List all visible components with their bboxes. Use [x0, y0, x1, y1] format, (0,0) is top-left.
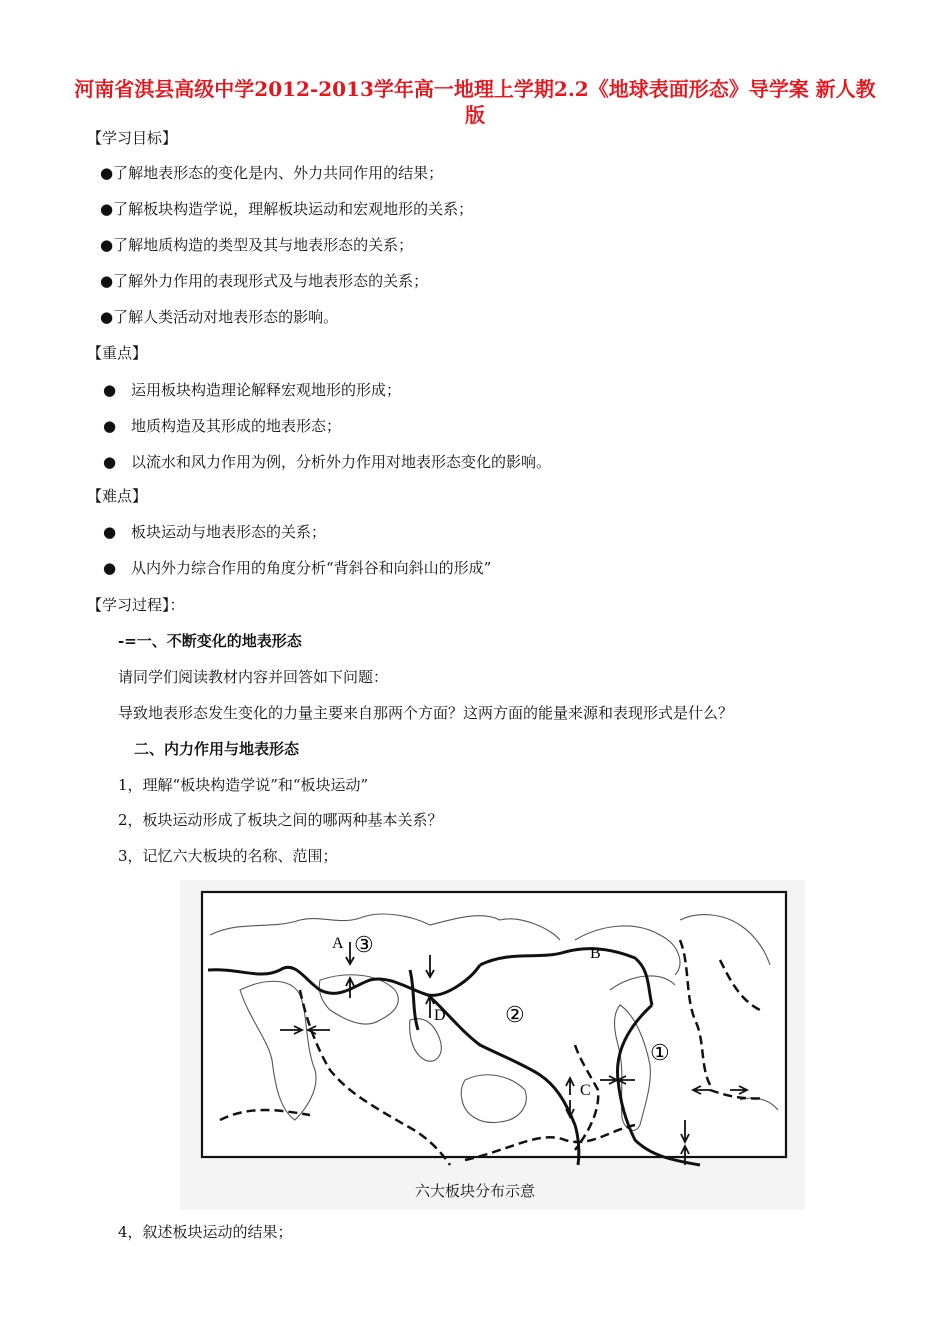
- document-title: 河南省淇县高级中学2012-2013学年高一地理上学期2.2《地球表面形态》导学案 新人教版: [74, 77, 876, 127]
- key-point-item: ● 运用板块构造理论解释宏观地形的形成；: [103, 381, 402, 399]
- objective-item: ●了解地表形态的变化是内、外力共同作用的结果；: [100, 164, 444, 182]
- key-points-heading: 【重点】: [87, 344, 148, 362]
- bullet-icon: ●: [103, 381, 117, 399]
- bullet-icon: ●: [100, 164, 114, 182]
- objective-item: ●了解外力作用的表现形式及与地表形态的关系；: [100, 272, 429, 290]
- plate-number-3: ③: [354, 933, 374, 958]
- objective-item: ●了解板块构造学说，理解板块运动和宏观地形的关系；: [100, 200, 474, 218]
- plate-label-c: C: [580, 1082, 591, 1099]
- difficulty-item: ● 板块运动与地表形态的关系；: [103, 523, 327, 541]
- question-item: 3，记忆六大板块的名称、范围；: [118, 847, 338, 865]
- map-frame: [202, 892, 786, 1157]
- plate-map: [180, 880, 805, 1210]
- question-item: 1，理解“板块构造学说”和“板块运动”: [118, 776, 369, 794]
- question-item: 2，板块运动形成了板块之间的哪两种基本关系？: [118, 811, 443, 829]
- key-point-item: ● 地质构造及其形成的地表形态；: [103, 417, 342, 435]
- difficulty-item: ● 从内外力综合作用的角度分析“背斜谷和向斜山的形成”: [103, 559, 492, 577]
- difficulties-heading: 【难点】: [87, 487, 148, 505]
- plate-label-b: B: [590, 945, 601, 962]
- question-item: 4，叙述板块运动的结果；: [118, 1223, 293, 1241]
- bullet-icon: ●: [100, 272, 114, 290]
- bullet-icon: ●: [103, 417, 117, 435]
- bullet-icon: ●: [100, 200, 114, 218]
- section2-title: 二、内力作用与地表形态: [134, 740, 300, 758]
- section1-question: 导致地表形态发生变化的力量主要来自那两个方面？这两方面的能量来源和表现形式是什么？: [118, 704, 734, 722]
- bullet-icon: ●: [103, 559, 117, 577]
- plate-map-figure: [180, 880, 805, 1210]
- objectives-heading: 【学习目标】: [87, 129, 178, 147]
- map-caption: 六大板块分布示意: [415, 1182, 536, 1200]
- bullet-icon: ●: [103, 523, 117, 541]
- plate-label-a: A: [332, 935, 344, 952]
- objective-item: ●了解地质构造的类型及其与地表形态的关系；: [100, 236, 414, 254]
- plate-number-1: ①: [650, 1041, 670, 1066]
- plate-label-d: D: [434, 1007, 446, 1024]
- objective-item: ●了解人类活动对地表形态的影响。: [100, 308, 339, 326]
- section1-paragraph: 请同学们阅读教材内容并回答如下问题：: [118, 668, 389, 686]
- process-heading: 【学习过程】：: [87, 596, 185, 614]
- plate-number-2: ②: [505, 1003, 525, 1028]
- bullet-icon: ●: [100, 308, 114, 326]
- bullet-icon: ●: [100, 236, 114, 254]
- key-point-item: ● 以流水和风力作用为例，分析外力作用对地表形态变化的影响。: [103, 453, 552, 471]
- section1-title: -=一、不断变化的地表形态: [118, 632, 302, 650]
- bullet-icon: ●: [103, 453, 117, 471]
